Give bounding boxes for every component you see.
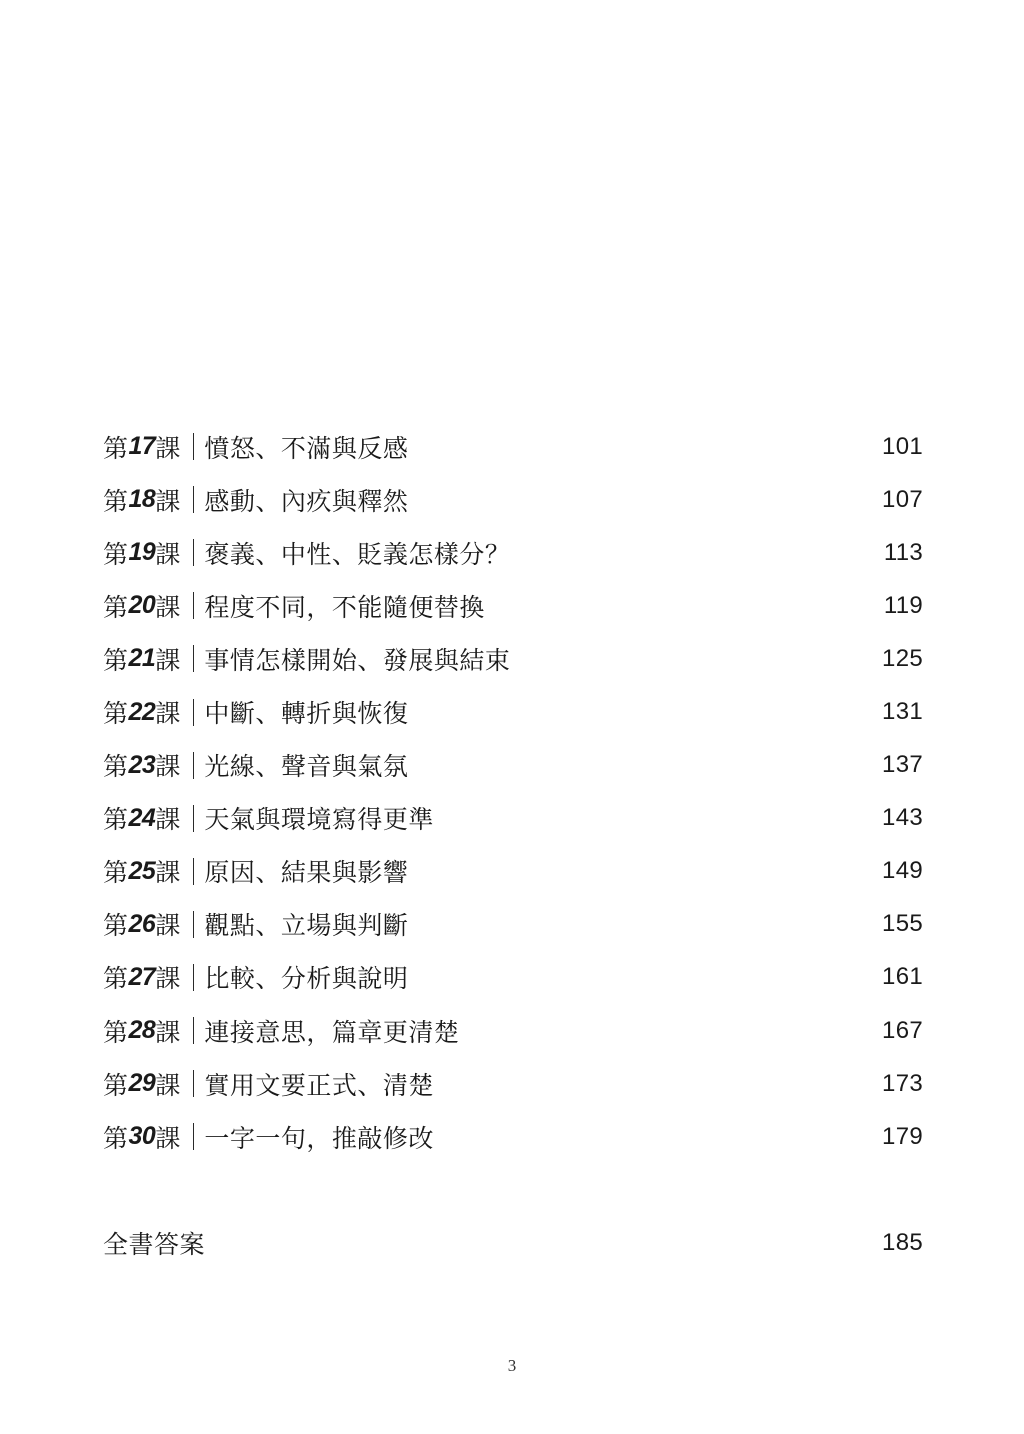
toc-entry	[103, 632, 923, 685]
lesson-heading	[103, 800, 434, 836]
page-number: 137	[882, 751, 923, 779]
lesson-number: 26	[128, 909, 156, 938]
answers-label: 全書答案	[103, 1230, 206, 1259]
lesson-suffix: 課	[155, 539, 181, 569]
lesson-suffix: 課	[155, 433, 181, 463]
toc-entry	[103, 739, 923, 792]
lesson-number: 27	[128, 962, 156, 991]
lesson-title: 程度不同，不能隨便替換	[204, 592, 485, 622]
lesson-heading	[103, 1013, 459, 1049]
lesson-heading	[103, 747, 408, 783]
folio-page-number: 3	[507, 1356, 517, 1375]
page-number: 101	[882, 432, 923, 460]
lesson-heading	[103, 535, 510, 571]
lesson-suffix: 課	[155, 805, 181, 835]
lesson-heading	[103, 853, 408, 889]
divider-line	[193, 433, 195, 460]
answers-entry	[103, 1218, 923, 1268]
lesson-prefix: 第	[103, 645, 129, 675]
lesson-title: 比較、分析與說明	[204, 964, 409, 994]
lesson-prefix: 第	[103, 964, 129, 994]
lesson-number: 17	[128, 432, 156, 461]
lesson-title: 觀點、立場與判斷	[204, 911, 409, 941]
lesson-number: 24	[128, 803, 156, 832]
lesson-title: 一字一句，推敲修改	[204, 1123, 434, 1153]
toc-entry	[103, 898, 923, 951]
lesson-suffix: 課	[155, 486, 181, 516]
toc-entry	[103, 526, 923, 579]
lesson-heading	[103, 1119, 434, 1155]
toc-entry	[103, 579, 923, 632]
lesson-prefix: 第	[103, 433, 129, 463]
lesson-prefix: 第	[103, 592, 129, 622]
lesson-suffix: 課	[155, 858, 181, 888]
lesson-heading	[103, 694, 408, 730]
lesson-prefix: 第	[103, 805, 129, 835]
lesson-heading	[103, 588, 485, 624]
page-number: 173	[882, 1069, 923, 1097]
toc-entry	[103, 792, 923, 845]
page-number: 125	[882, 644, 923, 672]
toc-entry	[103, 420, 923, 473]
lesson-suffix: 課	[155, 1123, 181, 1153]
page-number: 113	[883, 538, 923, 566]
lesson-number: 25	[128, 856, 156, 885]
page-number: 119	[883, 591, 923, 619]
lesson-prefix: 第	[103, 752, 129, 782]
lesson-prefix: 第	[103, 911, 129, 941]
page-number: 179	[882, 1122, 923, 1150]
lesson-suffix: 課	[155, 911, 181, 941]
page-number: 149	[882, 857, 923, 885]
lesson-title: 憤怒、不滿與反感	[204, 433, 409, 463]
divider-line	[193, 645, 195, 672]
lesson-number: 22	[128, 697, 156, 726]
page-number: 131	[882, 698, 923, 726]
lesson-suffix: 課	[155, 1070, 181, 1100]
page-number: 155	[882, 910, 923, 938]
page-number: 107	[882, 485, 923, 513]
toc-entry	[103, 845, 923, 898]
lesson-suffix: 課	[155, 1017, 181, 1047]
lesson-number: 30	[128, 1122, 156, 1151]
lesson-prefix: 第	[103, 1017, 129, 1047]
divider-line	[193, 1070, 195, 1097]
lesson-title: 褒義、中性、貶義怎樣分？	[204, 539, 511, 569]
divider-line	[193, 699, 195, 726]
lesson-number: 18	[128, 485, 156, 514]
lesson-suffix: 課	[155, 752, 181, 782]
lesson-prefix: 第	[103, 539, 129, 569]
lesson-suffix: 課	[155, 964, 181, 994]
toc-entry	[103, 685, 923, 738]
divider-line	[193, 539, 195, 566]
page-number: 143	[882, 804, 923, 832]
toc-entry	[103, 951, 923, 1004]
divider-line	[193, 752, 195, 779]
lesson-heading	[103, 959, 408, 995]
lesson-suffix: 課	[155, 645, 181, 675]
lesson-number: 23	[128, 750, 156, 779]
lesson-heading	[103, 906, 408, 942]
lesson-title: 中斷、轉折與恢復	[204, 699, 409, 729]
lesson-prefix: 第	[103, 858, 129, 888]
lesson-prefix: 第	[103, 1123, 129, 1153]
page-number: 161	[882, 963, 923, 991]
lesson-title: 實用文要正式、清楚	[204, 1070, 434, 1100]
lesson-heading	[103, 641, 510, 677]
divider-line	[193, 486, 195, 513]
lesson-prefix: 第	[103, 486, 129, 516]
lesson-title: 天氣與環境寫得更準	[204, 805, 434, 835]
toc-entry	[103, 473, 923, 526]
lesson-title: 原因、結果與影響	[204, 858, 409, 888]
divider-line	[193, 592, 195, 619]
lesson-heading	[103, 1066, 434, 1102]
lesson-number: 29	[128, 1069, 156, 1098]
lesson-number: 20	[128, 591, 156, 620]
lesson-suffix: 課	[155, 592, 181, 622]
divider-line	[193, 1123, 195, 1150]
lesson-title: 感動、內疚與釋然	[204, 486, 409, 516]
toc-entry	[103, 1057, 923, 1110]
lesson-number: 28	[128, 1016, 156, 1045]
lesson-heading	[103, 429, 408, 465]
toc-entry	[103, 1110, 923, 1163]
toc-entry	[103, 1004, 923, 1057]
divider-line	[193, 805, 195, 832]
lesson-suffix: 課	[155, 699, 181, 729]
divider-line	[193, 858, 195, 885]
table-of-contents	[103, 420, 923, 1163]
divider-line	[193, 1017, 195, 1044]
divider-line	[193, 911, 195, 938]
answers-page-number: 185	[882, 1229, 923, 1256]
lesson-title: 事情怎樣開始、發展與結束	[204, 645, 511, 675]
lesson-number: 19	[128, 538, 156, 567]
lesson-heading	[103, 482, 408, 518]
divider-line	[193, 964, 195, 991]
lesson-title: 連接意思，篇章更清楚	[204, 1017, 460, 1047]
lesson-prefix: 第	[103, 1070, 129, 1100]
lesson-number: 21	[128, 644, 156, 673]
lesson-prefix: 第	[103, 699, 129, 729]
page-number: 167	[882, 1016, 923, 1044]
lesson-title: 光線、聲音與氣氛	[204, 752, 409, 782]
